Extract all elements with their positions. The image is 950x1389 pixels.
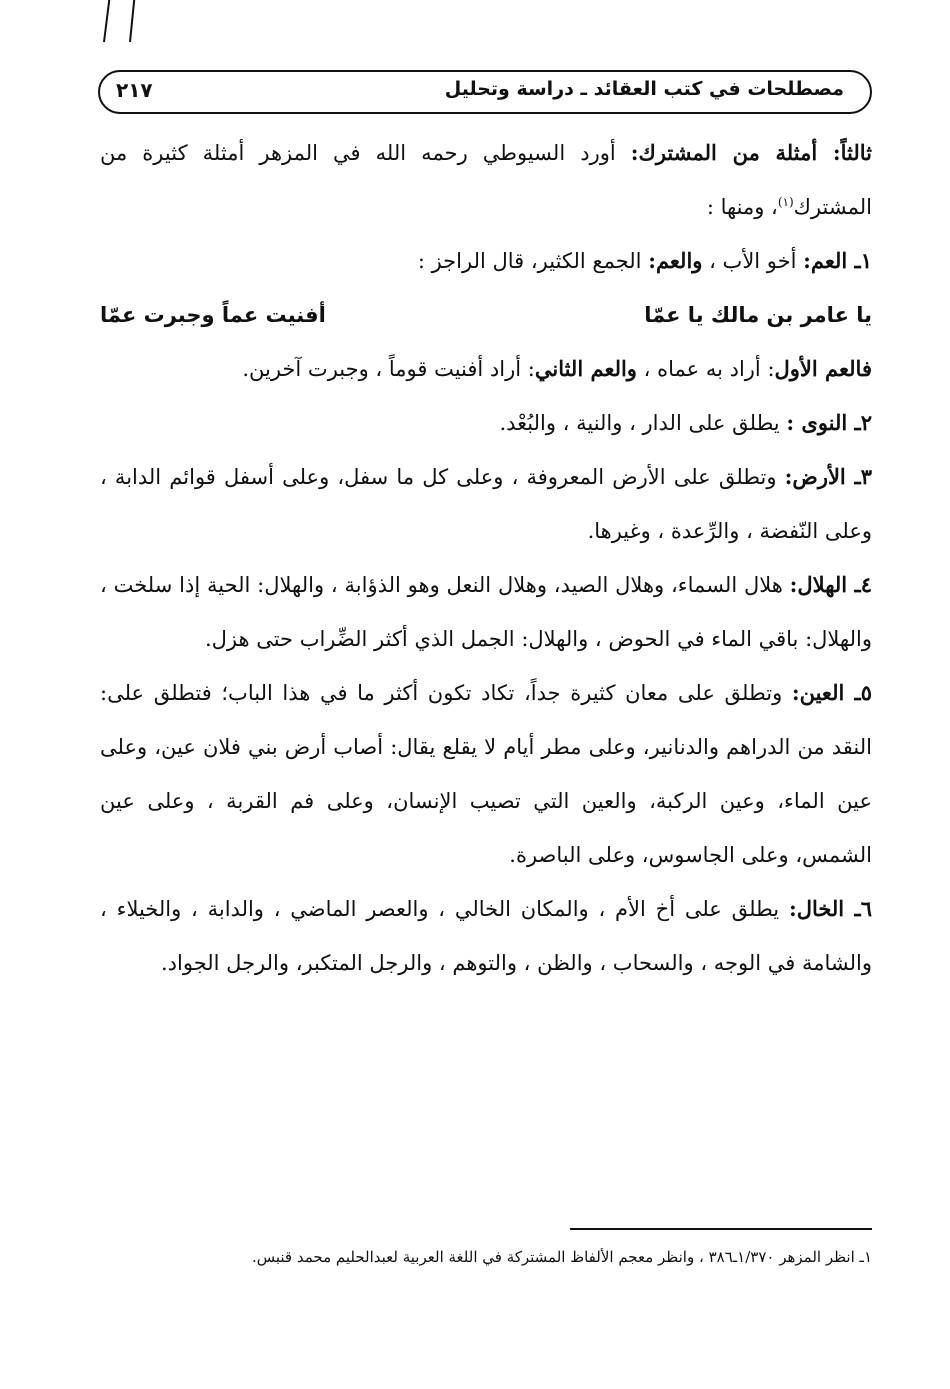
section-heading: ثالثاً: أمثلة من المشترك: [630,140,872,165]
header-tab-ornament [90,0,138,62]
item-label-secondary: والعم الثاني [534,356,637,381]
verse-second-hemistich: أفنيت عماً وجبرت عمّا [100,303,326,327]
item-text: : أراد به عماه ، [636,357,775,381]
footnote-divider [570,1228,872,1230]
item-5 [100,666,872,882]
item-3 [100,450,872,558]
header-title: مصطلحات في كتب العقائد ـ دراسة وتحليل [444,78,844,100]
item-label-secondary: والعم: [648,248,703,273]
footnote-ref[interactable]: (١) [777,195,794,209]
page-number: ٢١٧ [116,78,153,102]
paragraph-text: أورد السيوطي رحمه الله في المزهر أمثلة كثيرة من المشترك [100,141,872,219]
item-label: ٤ـ الهلال: [789,572,872,597]
item-label: ٦ـ الخال: [788,896,872,921]
item-label: ٣ـ الأرض: [784,464,872,489]
item-6 [100,882,872,990]
footnote: ١ـ انظر المزهر ١/٣٧٠ـ٣٨٦ ، وانظر معجم الألفاظ المشتركة في اللغة العربية لعبدالحليم محمد قنبس. [251,1248,872,1266]
paragraph-intro [100,126,872,234]
item-1-explanation [100,342,872,396]
poetry-verse [100,288,872,342]
item-text: أخو الأب ، [702,249,804,273]
item-text: يطلق على الدار ، والنية ، والبُعْد. [499,411,787,435]
item-label: ١ـ العم: [803,248,872,273]
item-1 [100,234,872,288]
item-text: وتطلق على معان كثيرة جداً، تكاد تكون أكثر ما في هذا الباب؛ فتطلق على: النقد من الدراهم والدنانير، وعلى مطر أيام لا يقلع يقال: أصاب أرض بني فلان عين، وعلى عين الماء، وعين الركبة، والعين التي تصيب الإنسان، وعلى فم القربة ، وعلى عين الشمس، وعلى الجاسوس، وعلى الباصرة. [100,681,872,867]
item-text-secondary: : أراد أفنيت قوماً ، وجبرت آخرين. [242,357,535,381]
item-label: فالعم الأول [774,356,872,381]
item-text-secondary: الجمع الكثير، قال الراجز : [417,249,649,273]
item-text: وتطلق على الأرض المعروفة ، وعلى كل ما سفل، وعلى أسفل قوائم الدابة ، وعلى النّفضة ، والرِّعدة ، وغيرها. [100,465,872,543]
verse-first-hemistich: يا عامر بن مالك يا عمّا [644,303,872,327]
item-label: ٢ـ النوى : [786,410,872,435]
main-text [100,126,872,990]
item-text: يطلق على أخ الأم ، والمكان الخالي ، والعصر الماضي ، والدابة ، والخيلاء ، والشامة في الوجه ، والسحاب ، والظن ، والتوهم ، والرجل المتكبر، والرجل الجواد. [100,897,872,975]
item-4 [100,558,872,666]
item-label: ٥ـ العين: [791,680,872,705]
running-header [98,70,872,114]
item-2 [100,396,872,450]
paragraph-text-end: ، ومنها : [706,195,778,219]
item-text: هلال السماء، وهلال الصيد، وهلال النعل وهو الذؤابة ، والهلال: الحية إذا سلخت ، والهلال: باقي الماء في الحوض ، والهلال: الجمل الذي أكثر الضِّراب حتى هزل. [100,573,872,651]
